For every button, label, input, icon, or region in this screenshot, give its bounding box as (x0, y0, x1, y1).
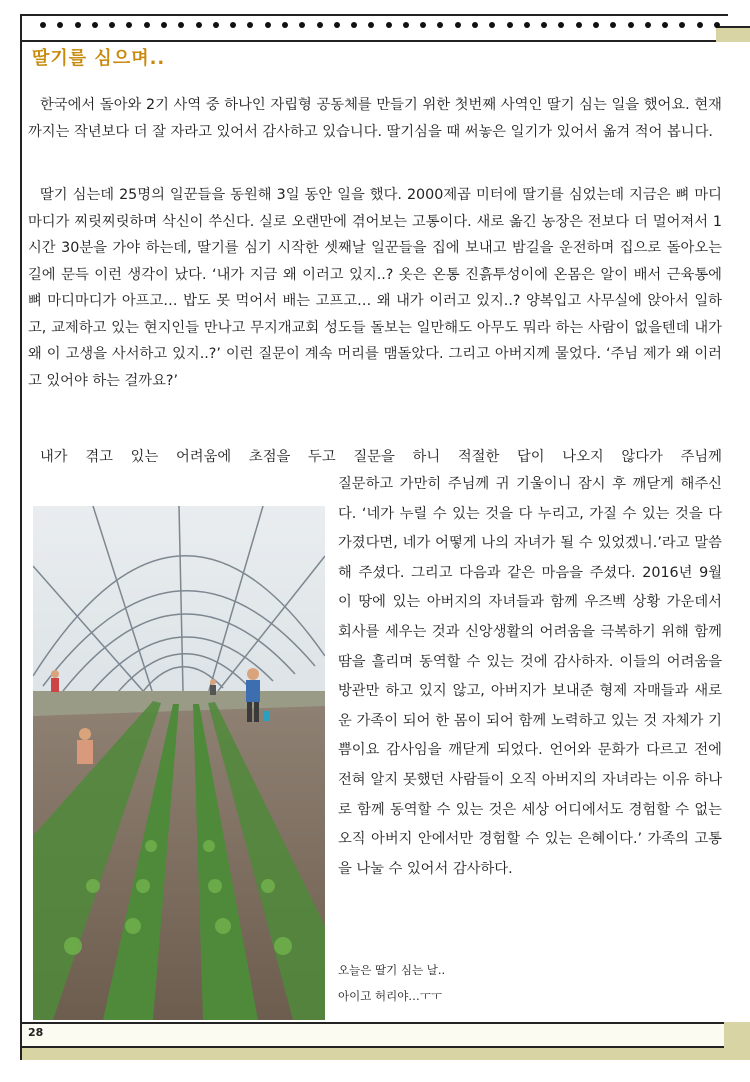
bottom-corner-stripe (724, 1022, 750, 1060)
bottom-stripe (22, 1046, 726, 1060)
top-stripe (716, 26, 750, 42)
photo-caption-1: 오늘은 딸기 심는 날.. (338, 963, 446, 977)
article-title: 딸기를 심으며.. (32, 48, 166, 69)
bottom-bar (20, 1022, 730, 1060)
paragraph-reflection-start: 내가 겪고 있는 어려움에 초점을 두고 질문을 하니 적절한 답이 나오지 않다가 주님께 (40, 449, 722, 465)
page-number: 28 (28, 1026, 44, 1039)
paragraph-reflection-column: 질문하고 가만히 주님께 귀 기울이니 잠시 후 깨닫게 해주신다. ‘네가 누릴 수 있는 것을 다 누리고, 가질 수 있는 것을 다 가졌다면, 네가 어떻게 나의 자녀가 될 수 있었겠니.’라고 말씀해 주셨다. 그리고 다음과 같은 마음을 주셨다. 2016년 9월 이 땅에 있는 아버지의 자녀들과 함께 우즈벡 상황 가운데서 회사를 세우는 것과 신앙생활의 어려움을 극복하기 위해 함께 땀을 흘리며 동역할 수 있는 것에 감사하자. 이들의 어려움을 방관만 하고 있지 않고, 아버지가 보내준 형제 자매들과 새로운 가족이 되어 한 몸이 되어 함께 노력하고 있는 것 자체가 기쁨이요 감사임을 깨닫게 되었다. 언어와 문화가 다르고 전에 전혀 알지 못했던 사람들이 오직 아버지의 자녀라는 이유 하나로 함께 동역할 수 있는 것은 세상 어디에서도 경험할 수 없는 오직 아버지 안에서만 경험할 수 있는 은혜이다.’ 가족의 고통을 나눌 수 있어서 감사하다. (338, 476, 722, 877)
photo-caption-2: 아이고 허리야…ㅜㅜ (338, 989, 443, 1003)
paragraph-diary: 딸기 심는데 25명의 일꾼들을 동원해 3일 동안 일을 했다. 2000제곱 미터에 딸기를 심었는데 지금은 뼈 마디마디가 찌릿찌릿하며 삭신이 쑤신다. 실로 오랜만에 겪어보는 고통이다. 새로 옮긴 농장은 전보다 더 멀어져서 1시간 30분을 가야 하는데, 딸기를 심기 시작한 셋째날 일꾼들을 집에 보내고 밤길을 운전하며 집으로 돌아오는 길에 문득 이런 생각이 났다. ‘내가 지금 왜 이러고 있지..? 옷은 온통 진흙투성이에 온몸은 알이 배서 근육통에 뼈 마디마디가 아프고… 밥도 못 먹어서 배는 고프고… 왜 내가 이러고 있지..? 양복입고 사무실에 앉아서 일하고, 교제하고 있는 현지인들 만나고 무지개교회 성도들 돌보는 일만해도 아무도 뭐라 하는 사람이 없을텐데 내가 왜 이 고생을 사서하고 있지..?’ 이런 질문이 계속 머리를 맴돌았다. 그리고 아버지께 물었다. ‘주님 제가 왜 이러고 있어야 하는 걸까요?’ (28, 187, 722, 389)
top-banner (20, 14, 728, 42)
left-border-line (20, 38, 22, 1028)
paragraph-intro: 한국에서 돌아와 2기 사역 중 하나인 자립형 공동체를 만들기 위한 첫번째 사역인 딸기 심는 일을 했어요. 현재까지는 작년보다 더 잘 자라고 있어서 감사하고 있습니다. 딸기심을 때 써놓은 일기가 있어서 옮겨 적어 봅니다. (28, 97, 722, 140)
greenhouse-photo (33, 506, 325, 1020)
dot-border (40, 22, 720, 28)
